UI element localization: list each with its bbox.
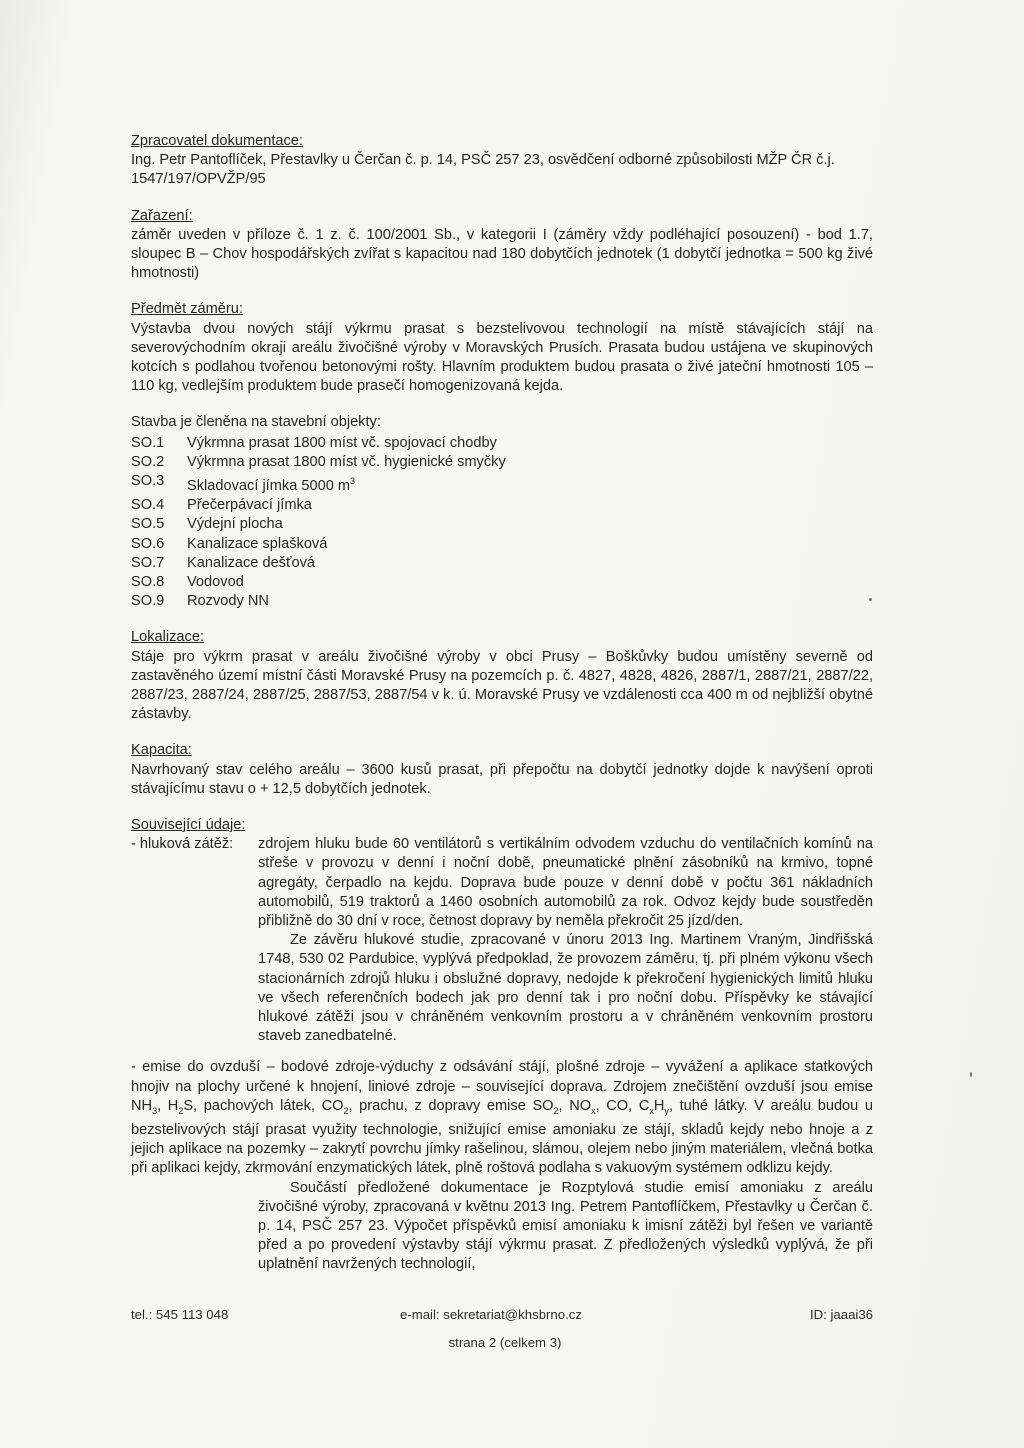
footer-id: ID: jaaai36 <box>809 1307 873 1322</box>
list-item <box>131 573 873 592</box>
object-code: SO.5 <box>131 516 165 533</box>
object-name: Výdejní plocha <box>187 516 283 533</box>
objects-section <box>131 413 873 611</box>
emissions-paragraph-1: - emise do ovzduší – bodové zdroje-výduchy z odsávání stájí, plošné zdroje – vyvážení a aplikace statkových hnojiv na plochy určené k hnojení, liniové zdroje – související doprava. Zdrojem znečištění ovzduší jsou emise $NH_3$, $H_2S$, pachových látek, $CO_2$, prachu, z dopravy emise $SO_2$, $NO_x$, CO, $C_xH_y$, tuhé látky. V areálu budou u bezstelivových stájí prasat využity technologie, snižující emise amoniaku ze stájí, skladů kejdy nebo hnoje a z jejich aplikace na pozemky – zakrytí povrchu jímky rašelinou, slámou, olejem nebo jiným materiálem, vlečná botka při aplikaci kejdy, zkrmování enzymatických látek, plně roštová podlaha s vakuovým systémem odklizu kejdy. <box>131 1059 874 1177</box>
object-name: Rozvody NN <box>187 593 269 610</box>
object-name: Vodovod <box>187 573 244 590</box>
footer-email: e-mail: sekretariat@khsbrno.cz <box>400 1307 582 1322</box>
list-item <box>131 535 873 554</box>
object-name: Výkrmna prasat 1800 míst vč. spojovací chodby <box>187 434 497 451</box>
object-code: SO.7 <box>131 554 165 571</box>
related-heading: Související údaje: <box>131 816 246 833</box>
related-section <box>131 816 873 1275</box>
emissions-label: - emise do ovzduší – <box>131 1059 275 1076</box>
classification-heading: Zařazení: <box>131 207 193 224</box>
document-body <box>131 132 873 1275</box>
noise-label: - hluková zátěž: <box>131 836 234 853</box>
subject-heading: Předmět záměru: <box>131 301 243 318</box>
author-heading: Zpracovatel dokumentace: <box>131 133 303 149</box>
object-name: Skladovací jímka 5000 $m^3$ <box>187 476 356 494</box>
list-item <box>131 592 873 611</box>
capacity-section <box>131 741 873 799</box>
list-item <box>131 554 873 573</box>
objects-intro: Stavba je členěna na stavební objekty: <box>131 414 381 431</box>
noise-body <box>258 835 873 1046</box>
object-name: Přečerpávací jímka <box>187 497 312 514</box>
objects-list <box>131 434 873 612</box>
object-name: Výkrmna prasat 1800 míst vč. hygienické smyčky <box>187 453 506 470</box>
emissions-paragraph-2: Součástí předložené dokumentace je Rozptylová studie emisí amoniaku z areálu živočišné výroby, zpracovaná v květnu 2013 Ing. Petrem Pantoflíčkem, Přestavlky u Čerčan č. p. 14, PSČ 257 23. Výpočet příspěvků emisí amoniaku k imisní zátěži byl řešen ve variantě před a po provedení výstavby stájí výkrmu prasat. Z předložených výsledků vyplývá, že při uplatnění navržených technologií, <box>258 1179 873 1273</box>
noise-paragraph-2: Ze závěru hlukové studie, zpracované v únoru 2013 Ing. Martinem Vraným, Jindřišská 1748, 530 02 Pardubice, vyplývá předpoklad, že provozem záměru, tj. při plném výkonu všech stacionárních zdrojů hluku i obslužné dopravy, nedojde k překročení hygienických limitů hluku ve všech referenčních bodech jak pro denní tak i pro noční dobu. Příspěvky ke stávající hlukové zátěži jsou v chráněném venkovním prostoru a v chráněném venkovním prostoru staveb zanedbatelné. <box>258 932 873 1045</box>
author-section <box>131 132 873 190</box>
list-item <box>131 496 873 515</box>
emissions-item <box>131 1058 873 1274</box>
object-code: SO.3 <box>131 473 165 490</box>
location-heading: Lokalizace: <box>131 629 205 646</box>
capacity-heading: Kapacita: <box>131 742 192 759</box>
object-code: SO.1 <box>131 434 165 451</box>
list-item <box>131 515 873 534</box>
object-code: SO.9 <box>131 593 165 610</box>
object-name: Kanalizace dešťová <box>187 554 315 571</box>
noise-item <box>131 835 873 1046</box>
location-section <box>131 628 873 724</box>
list-item <box>131 472 873 496</box>
object-code: SO.6 <box>131 535 165 552</box>
object-code: SO.2 <box>131 453 165 470</box>
list-item <box>131 434 873 453</box>
footer-tel: tel.: 545 113 048 <box>131 1307 229 1322</box>
object-code: SO.8 <box>131 573 165 590</box>
author-text: Ing. Petr Pantoflíček, Přestavlky u Čerčan č. p. 14, PSČ 257 23, osvědčení odborné způsobilosti MŽP ČR č.j. 1547/197/OPVŽP/95 <box>131 152 835 188</box>
footer-page-number: strana 2 (celkem 3) <box>448 1335 562 1350</box>
location-text: Stáje pro výkrm prasat v areálu živočišné výroby v obci Prusy – Boškůvky budou umístěny severně od zastavěného území místní části Moravské Prusy na pozemcích p. č. 4827, 4828, 4826, 2887/1, 2887/21, 2887/22, 2887/23, 2887/24, 2887/25, 2887/53, 2887/54 v k. ú. Moravské Prusy ve vzdálenosti cca 400 m od nejbližší obytné zástavby. <box>131 648 873 723</box>
classification-section <box>131 207 873 284</box>
subject-section <box>131 300 873 396</box>
capacity-text: Navrhovaný stav celého areálu – 3600 kusů prasat, při přepočtu na dobytčí jednotky dojde k navýšení oproti stávajícímu stavu o + 12,5 dobytčích jednotek. <box>131 761 873 797</box>
object-code: SO.4 <box>131 497 165 514</box>
list-item <box>131 453 873 472</box>
noise-paragraph-1: zdrojem hluku bude 60 ventilátorů s vertikálním odvodem vzduchu do ventilačních komínů na střeše v provozu v denní i noční době, pneumatické plnění zásobníků na krmivo, topné agregáty, čerpadlo na kejdu. Doprava bude pouze v denní době v počtu 361 nákladních automobilů, 519 traktorů a 1460 osobních automobilů za rok. Odvoz kejdy bude soustředěn přibližně do 30 dní v roce, četnost dopravy by neměla překročit 25 jízd/den. <box>258 836 873 929</box>
page-footer <box>131 1307 873 1350</box>
scan-speck <box>970 1072 972 1077</box>
classification-text: záměr uveden v příloze č. 1 z. č. 100/2001 Sb., v kategorii I (záměry vždy podléhající posouzení) - bod 1.7, sloupec B – Chov hospodářských zvířat s kapacitou nad 180 dobytčích jednotek (1 dobytčí jednotka = 500 kg živé hmotnosti) <box>131 226 873 282</box>
object-name: Kanalizace splašková <box>187 535 328 552</box>
subject-text: Výstavba dvou nových stájí výkrmu prasat s bezstelivovou technologií na místě stávajících stájí na severovýchodním okraji areálu živočišné výroby v Moravských Prusích. Prasata budou ustájena ve skupinových kotcích s podlahou tvořenou betonovými rošty. Hlavním produktem budou prasata o živé jateční hmotnosti 105 – 110 kg, vedlejším produktem bude prasečí homogenizovaná kejda. <box>131 320 873 395</box>
